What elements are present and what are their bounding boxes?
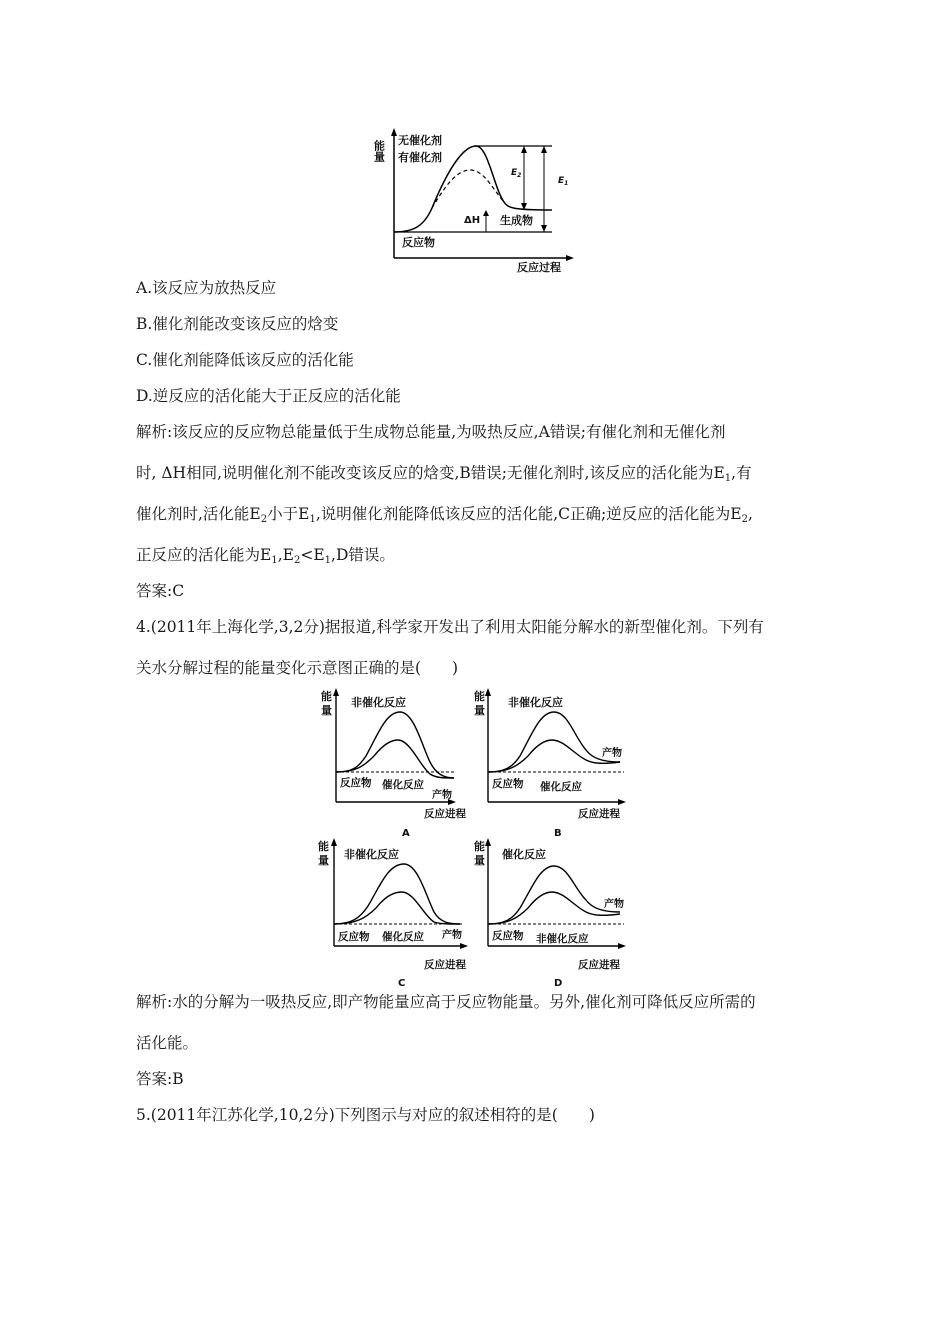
panel-d-product: 产物	[604, 899, 624, 910]
panel-b-mid: 催化反应	[540, 781, 582, 793]
panel-a-reactant: 反应物	[340, 777, 372, 789]
label-product: 生成物	[500, 214, 533, 227]
panel-b-product: 产物	[602, 748, 622, 759]
panel-d-x: 反应进程	[578, 959, 620, 971]
panel-b-top: 非催化反应	[508, 696, 563, 709]
energy-diagram-figure	[374, 128, 584, 274]
panel-b-x: 反应进程	[578, 808, 620, 820]
panel-c-product: 产物	[442, 930, 462, 941]
label-e1: $E_1$	[558, 176, 569, 187]
panel-b	[474, 686, 630, 840]
panel-a-letter: A	[402, 828, 410, 839]
label-e2: $E_2$	[511, 168, 522, 179]
analysis-q4-line2: 活化能。	[136, 1034, 199, 1052]
y-axis-label: 能量	[372, 140, 386, 162]
x-axis-label: 反应过程	[517, 261, 561, 274]
panel-c-mid: 催化反应	[382, 931, 424, 943]
panel-c-top: 非催化反应	[344, 848, 399, 861]
label-catalyst: 有催化剂	[398, 151, 442, 164]
analysis-q4-line1: 解析:水的分解为一吸热反应,即产物能量应高于反应物能量。另外,催化剂可降低反应所需的	[136, 993, 756, 1011]
panel-a-mid: 催化反应	[382, 779, 424, 791]
panel-b-y1: 能	[474, 690, 485, 703]
option-b: B.催化剂能改变该反应的焓变	[136, 315, 339, 333]
panel-a-product: 产物	[432, 790, 452, 801]
panel-c-y1: 能	[318, 840, 329, 853]
label-reactant: 反应物	[402, 236, 435, 249]
label-no-catalyst: 无催化剂	[398, 134, 442, 147]
option-d: D.逆反应的活化能大于正反应的活化能	[136, 387, 401, 405]
panel-d-y1: 能	[474, 840, 485, 853]
panel-c-reactant: 反应物	[338, 931, 370, 943]
panel-c-x: 反应进程	[424, 959, 466, 971]
analysis-q3-line4: 正反应的活化能为$E_1,E_2<E_1,D$错误。	[136, 546, 395, 566]
panel-d-y2: 量	[474, 854, 485, 867]
option-c: C.催化剂能降低该反应的活化能	[136, 351, 354, 369]
panel-d	[474, 836, 630, 988]
label-delta-h: ΔH	[464, 215, 481, 226]
panel-a-y1: 能	[321, 690, 332, 703]
panel-d-mid: 非催化反应	[536, 933, 589, 945]
panel-a-top: 非催化反应	[351, 696, 406, 709]
answer-q4: 答案:B	[136, 1070, 184, 1088]
panel-a-x: 反应进程	[424, 808, 466, 820]
answer-q3: 答案:C	[136, 582, 185, 600]
panel-c-letter: C	[398, 978, 406, 989]
panel-d-reactant: 反应物	[492, 930, 524, 942]
panel-b-reactant: 反应物	[492, 778, 524, 790]
analysis-q3-line2: 时, ΔH相同,说明催化剂不能改变该反应的焓变,B错误;无催化剂时,该反应的活化能为$E_1$,有	[136, 464, 752, 484]
panel-d-top: 催化反应	[502, 848, 546, 861]
panel-c-y2: 量	[318, 854, 329, 867]
analysis-q3-line1: 解析:该反应的反应物总能量低于生成物总能量,为吸热反应,A错误;有催化剂和无催化剂	[136, 423, 726, 441]
q5-stem: 5.(2011年江苏化学,10,2分)下列图示与对应的叙述相符的是( )	[136, 1106, 595, 1124]
panel-b-letter: B	[554, 828, 562, 839]
q4-stem-line1: 4.(2011年上海化学,3,2分)据报道,科学家开发出了利用太阳能分解水的新型催化剂。下列有	[136, 618, 764, 636]
panel-a-y2: 量	[321, 704, 332, 717]
panel-a	[318, 686, 468, 840]
panel-c	[316, 836, 472, 988]
option-a: A.该反应为放热反应	[136, 279, 277, 297]
panel-b-y2: 量	[474, 704, 485, 717]
analysis-q3-line3: 催化剂时,活化能$E_2$小于$E_1$,说明催化剂能降低该反应的活化能,C正确;逆反应的活化能为$E_2$,	[136, 505, 753, 525]
q4-stem-line2: 关水分解过程的能量变化示意图正确的是( )	[136, 659, 459, 677]
panel-d-letter: D	[554, 978, 563, 989]
